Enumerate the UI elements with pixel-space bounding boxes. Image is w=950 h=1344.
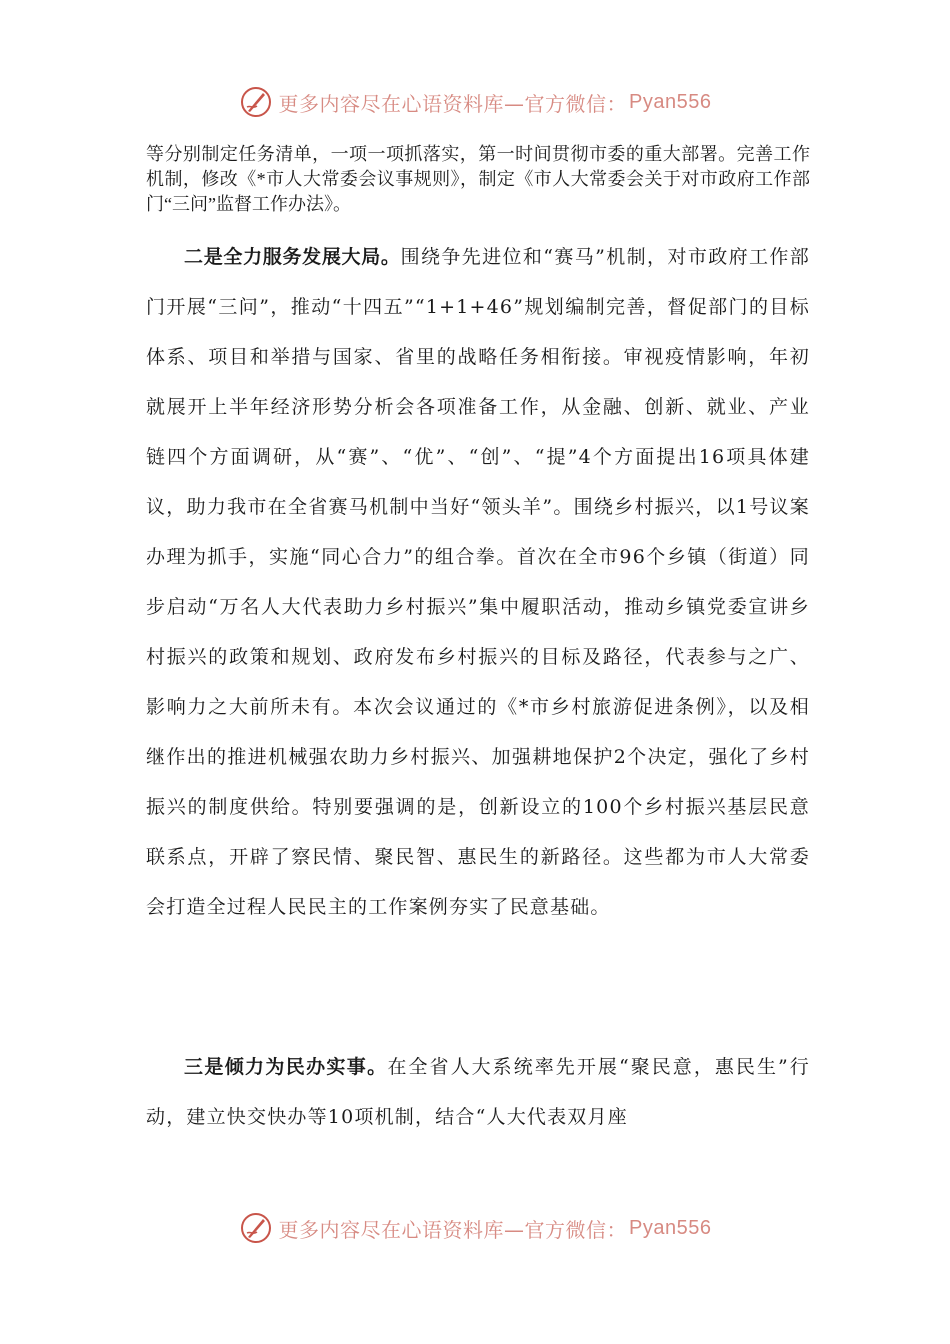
paragraph-body: 等分别制定任务清单，一项一项抓落实，第一时间贯彻市委的重大部署。完善工作机制，修改《*市人大常委会议事规则》，制定《市人大常委会关于对市政府工作部门“三问”监督工作办法》。 [146, 144, 810, 214]
header-banner [0, 82, 950, 122]
banner-handle: Pyan556 [629, 90, 712, 113]
paragraph-heading: 三是倾力为民办实事。 [184, 1056, 388, 1078]
paragraph-body: 围绕争先进位和“赛马”机制，对市政府工作部门开展“三问”，推动“十四五”“1+1+46”规划编制完善，督促部门的目标体系、项目和举措与国家、省里的战略任务相衔接。审视疫情影响，年初就展开上半年经济形势分析会各项准备工作，从金融、创新、就业、产业链四个方面调研，从“赛”、“优”、“创”、“提”4个方面提出16项具体建议，助力我市在全省赛马机制中当好“领头羊”。围绕乡村振兴，以1号议案办理为抓手，实施“同心合力”的组合拳。首次在全市96个乡镇（街道）同步启动“万名人大代表助力乡村振兴”集中履职活动，推动乡镇党委宣讲乡村振兴的政策和规划、政府发布乡村振兴的目标及路径，代表参与之广、影响力之大前所未有。本次会议通过的《*市乡村旅游促进条例》，以及相继作出的推进机械强农助力乡村振兴、加强耕地保护2个决定，强化了乡村振兴的制度供给。特别要强调的是，创新设立的100个乡村振兴基层民意联系点，开辟了察民情、聚民智、惠民生的新路径。这些都为市人大常委会打造全过程人民民主的工作案例夯实了民意基础。 [146, 246, 810, 918]
quill-logo-icon [239, 1211, 273, 1245]
banner-text: 更多内容尽在心语资料库—官方微信： [278, 91, 628, 116]
paragraph-service-development [146, 232, 810, 932]
paragraph-practical-affairs [146, 1042, 810, 1142]
paragraph-body: 在全省人大系统率先开展“聚民意，惠民生”行动，建立快交快办等10项机制，结合“人大代表双月座 [146, 1056, 810, 1128]
paragraph-heading: 二是全力服务发展大局。 [184, 246, 401, 268]
quill-logo-icon [239, 85, 273, 119]
footer-banner [0, 1208, 950, 1248]
banner-text: 更多内容尽在心语资料库—官方微信： [278, 1217, 628, 1242]
banner-handle: Pyan556 [629, 1216, 712, 1239]
paragraph-continuation [146, 142, 810, 217]
